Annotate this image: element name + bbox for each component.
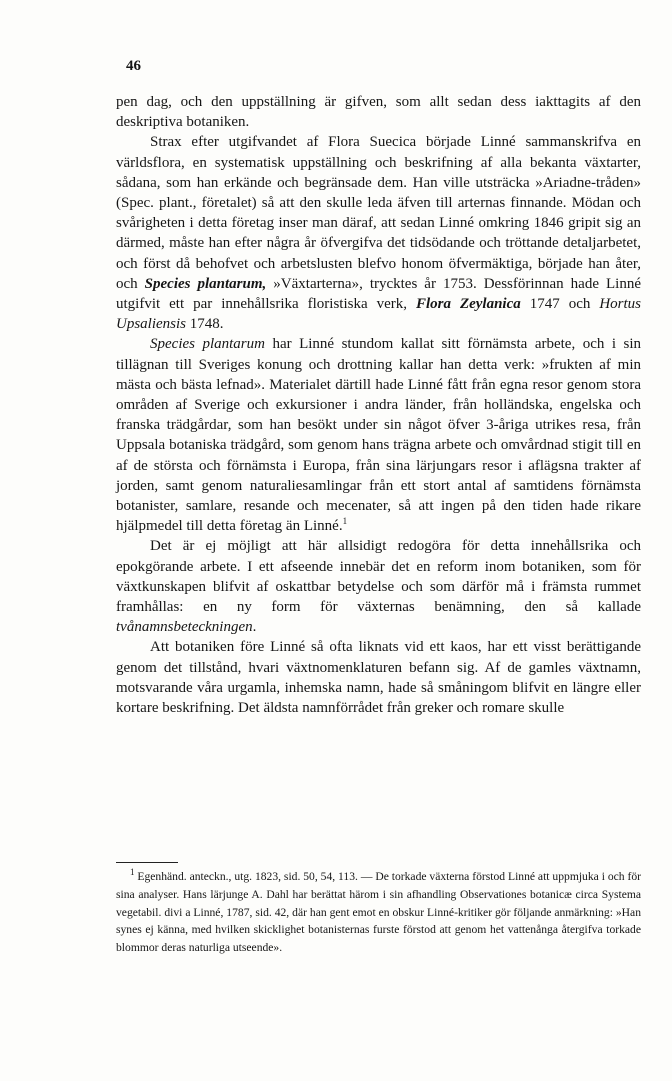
p4-end: . [252, 619, 257, 636]
p2-text-d: 1748. [186, 316, 224, 333]
p3-text: har Linné stundom kallat sitt förnämsta arbete, och i sin tillägnan till Sveriges konung och drottning kallar han detta verk: »frukten af min mästa och bästa lefnad». Materialet därtill hade Linné fått från egna resor genom stora områden af Sverige och exkursioner i andra länder, från holländska, engelska och franska trädgårdar, som han besökt under sin något öfver 3-åriga utrikes resa, från Uppsala botaniska trädgård, som genom hans trägna arbete och omvårdnad stigit till en af de största och förnämsta i Europa, från sina lärjungars resor i aflägsna trakter af jorden, samt genom naturaliesamlingar från ett stort antal af samtidens förnämsta botanister, samlare, resande och mecenater, så att ingen på den tiden hade rikare hjälpmedel till detta företag än Linné. [116, 336, 641, 535]
footnote-ref: 1 [342, 516, 348, 527]
p4-italic-term: tvånamnsbeteckningen [116, 619, 253, 636]
footnote-paragraph [116, 868, 641, 957]
footnote [116, 868, 641, 957]
paragraph-3 [116, 334, 641, 536]
p5-text: Att botaniken före Linné så ofta liknats vid ett kaos, har ett visst berättigande genom det tillstånd, hvari växtnomenklaturen befann sig. Af de gamles växtnamn, motsvarande våra urgamla, inhemska namn, hade så småningom blifvit en längre eller kortare beskrifning. Det äldsta namnförrådet från greker och romare skulle [116, 639, 641, 717]
p4-text: Det är ej möjligt att här allsidigt redogöra för detta innehållsrika och epokgörande arbete. I ett afseende innebär det en reform inom botaniken, som för växtkunskapen blifvit af oskattbar betydelse och som därför må i främsta rummet framhållas: en ny form för växternas benämning, den så kallade [116, 538, 641, 616]
p2-italic-species: Species plantarum, [144, 275, 267, 292]
p2-text-b: »Växtarterna», trycktes år 1753. Dessförinnan hade Linné utgifvit ett par innehållsrika floristiska verk, [116, 275, 641, 313]
paragraph-2 [116, 132, 641, 334]
p2-text-c: 1747 och [520, 296, 591, 313]
p2-italic-flora-zeylanica: Flora Zeylanica [415, 296, 521, 313]
paragraph-1 [116, 92, 641, 132]
body-text [116, 92, 641, 718]
p2-italic-hortus: Hortus Upsaliensis [116, 296, 642, 333]
paragraph-4 [116, 536, 641, 637]
p3-italic-species: Species plantarum [150, 336, 265, 353]
paragraph-5 [116, 637, 641, 718]
page-number: 46 [126, 58, 141, 74]
footnote-marker: 1 [130, 867, 135, 878]
footnote-text: Egenhänd. anteckn., utg. 1823, sid. 50, 54, 113. — De torkade växterna förstod Linné att uppmjuka i och för sina analyser. Hans lärjunge A. Dahl har berättat härom i sin afhandling Observationes botanicæ circa Systema vegetabil. divi a Linné, 1787, sid. 42, där han gent emot en obskur Linné-kritiker gör följande anmärkning: »Han synes ej känna, med hvilken skicklighet botanisternas furste förstod att genom het vattenånga återgifva torkade blommor deras naturliga utseende». [116, 870, 641, 955]
p2-text-a: Strax efter utgifvandet af Flora Suecica började Linné sammanskrifva en världsflora, en systematisk uppställning och beskrifning af alla bekanta växtarter, sådana, som han erkände och begränsade dem. Han ville utsträcka »Ariadne-tråden» (Spec. plant., företalet) så att den skulle leda äfven till arternas finnande. Mödan och svårigheten i detta företag inser man däraf, att sedan Linné omkring 1846 gripit sig an därmed, måste han efter några år öfvergifva det tidsödande och tröttande detaljarbetet, och först då behofvet och arbetslusten blefvo honom öfvermäktiga, började han åter, och [116, 134, 641, 292]
footnote-rule [116, 862, 178, 863]
p1-text: pen dag, och den uppställning är gifven, som allt sedan dess iakttagits af den deskriptiva botaniken. [116, 94, 641, 131]
